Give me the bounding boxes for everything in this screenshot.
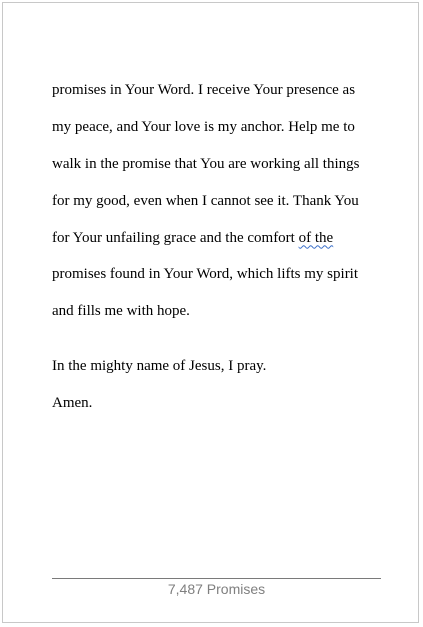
paragraph-amen: Amen. — [52, 395, 93, 412]
paragraph-closing: In the mighty name of Jesus, I pray. — [52, 358, 267, 375]
footer-label: 7,487 Promises — [167, 581, 266, 597]
document-body[interactable] — [52, 63, 392, 431]
footer-divider — [52, 578, 381, 579]
text-line: my peace, and Your love is my anchor. Help me to — [52, 119, 355, 136]
text-line: and fills me with hope. — [52, 303, 190, 320]
paragraph-prayer — [52, 63, 392, 339]
text-line: for my good, even when I cannot see it. Thank You — [52, 192, 359, 209]
text-line: promises in Your Word. I receive Your presence as — [52, 82, 356, 99]
text-line: promises found in Your Word, which lifts my spirit — [52, 266, 359, 283]
spellcheck-flagged-text[interactable]: of the — [298, 229, 334, 246]
text-line — [52, 229, 392, 247]
text-line: walk in the promise that You are working all things — [52, 156, 360, 173]
document-page — [2, 2, 419, 623]
text-segment: for Your unfailing grace and the comfort — [52, 229, 299, 246]
